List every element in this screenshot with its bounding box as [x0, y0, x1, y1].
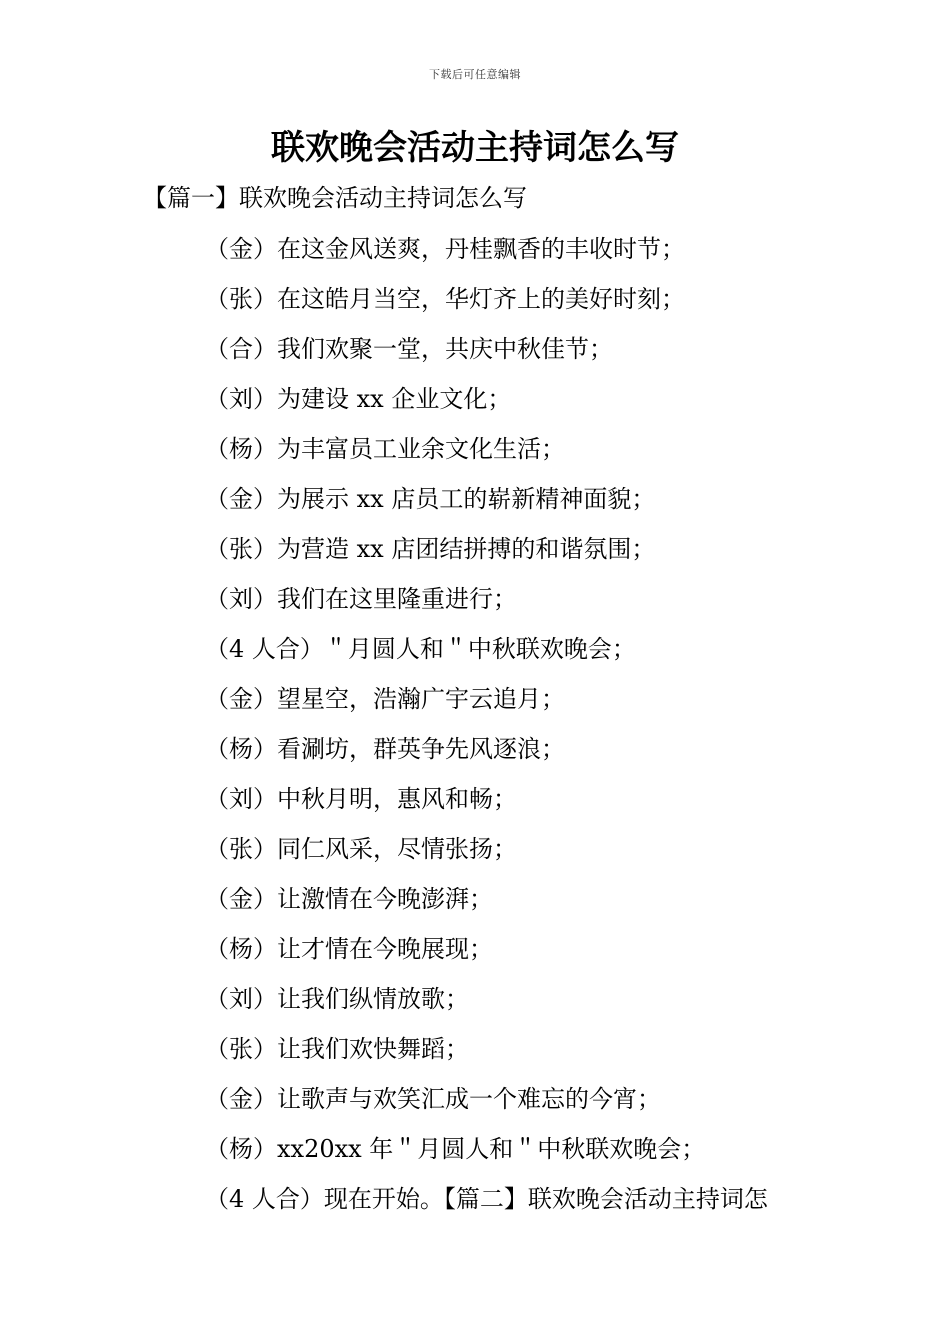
script-line: （合）我们欢聚一堂，共庆中秋佳节；: [205, 335, 613, 363]
script-line: （金）让激情在今晚澎湃；: [205, 885, 493, 913]
script-line: （金）在这金风送爽，丹桂飘香的丰收时节；: [205, 235, 685, 263]
script-line: （刘）为建设 xx 企业文化；: [205, 385, 512, 413]
script-line: （张）为营造 xx 店团结拼搏的和谐氛围；: [205, 535, 656, 563]
script-line: （张）在这皓月当空，华灯齐上的美好时刻；: [205, 285, 685, 313]
script-line: （金）望星空，浩瀚广宇云追月；: [205, 685, 565, 713]
script-line: （张）同仁风采，尽情张扬；: [205, 835, 517, 863]
script-line: （杨）为丰富员工业余文化生活；: [205, 435, 565, 463]
header-note: 下载后可任意编辑: [429, 68, 521, 81]
script-line: （刘）让我们纵情放歌；: [205, 985, 469, 1013]
script-line: （4 人合）现在开始。【篇二】联欢晚会活动主持词怎: [205, 1185, 768, 1213]
script-line: （刘）中秋月明，惠风和畅；: [205, 785, 517, 813]
section-heading: 【篇一】联欢晚会活动主持词怎么写: [143, 184, 527, 212]
script-line: （杨）看涮坊，群英争先风逐浪；: [205, 735, 565, 763]
script-line: （金）让歌声与欢笑汇成一个难忘的今宵；: [205, 1085, 661, 1113]
script-line: （张）让我们欢快舞蹈；: [205, 1035, 469, 1063]
script-line: （杨）让才情在今晚展现；: [205, 935, 493, 963]
script-line: （4 人合）＂月圆人和＂中秋联欢晚会；: [205, 635, 636, 663]
script-line: （刘）我们在这里隆重进行；: [205, 585, 517, 613]
script-line: （杨）xx20xx 年＂月圆人和＂中秋联欢晚会；: [205, 1135, 706, 1163]
script-line: （金）为展示 xx 店员工的崭新精神面貌；: [205, 485, 656, 513]
document-title: 联欢晚会活动主持词怎么写: [271, 128, 679, 168]
script-lines: [205, 231, 905, 1231]
